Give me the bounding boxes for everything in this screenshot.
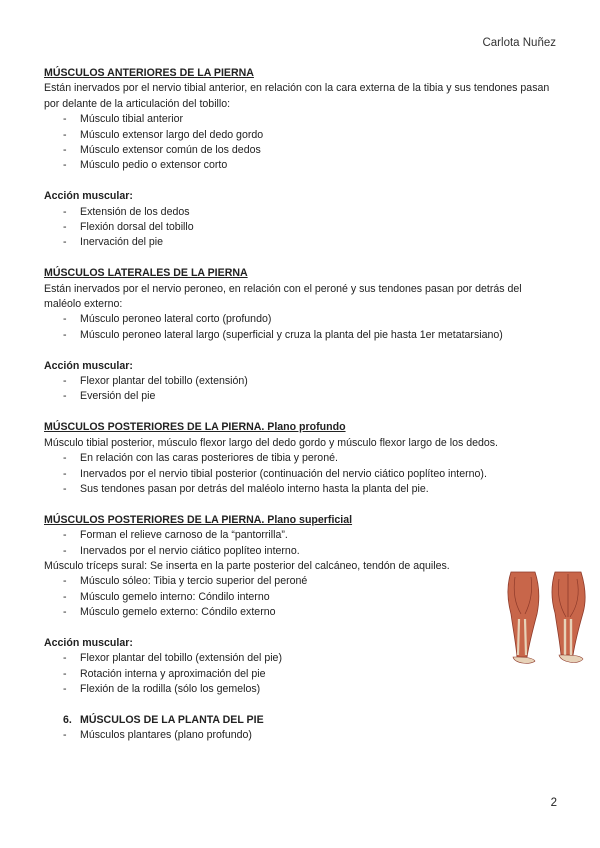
list-item: - Músculo gemelo externo: Cóndilo externo [44, 605, 559, 620]
list-item: - Flexor plantar del tobillo (extensión del pie) [44, 651, 559, 666]
list-item: - Rotación interna y aproximación del pie [44, 667, 559, 682]
actions-anteriores [44, 205, 559, 251]
list-item: - Flexor plantar del tobillo (extensión) [44, 374, 559, 389]
heading-posteriores-superficial: MÚSCULOS POSTERIORES DE LA PIERNA. Plano superficial [44, 513, 353, 526]
list-item: - Músculo extensor común de los dedos [44, 143, 559, 158]
heading-anteriores: MÚSCULOS ANTERIORES DE LA PIERNA [44, 67, 254, 79]
list-item: - Eversión del pie [44, 389, 559, 404]
list-laterales [44, 312, 559, 343]
list-item: - Inervados por el nervio ciático poplíteo interno. [44, 544, 559, 559]
heading-laterales: MÚSCULOS LATERALES DE LA PIERNA [44, 267, 248, 280]
heading-planta [44, 713, 559, 728]
list-item: - Inervados por el nervio tibial posterior (continuación del nervio ciático poplíteo interno). [44, 467, 559, 482]
document-body [44, 66, 559, 744]
intro-anteriores: Están inervados por el nervio tibial anterior, en relación con la cara externa de la tibia y sus tendones pasan por delante de la articulación del tobillo: [44, 82, 550, 110]
triceps-sural-text: Músculo tríceps sural: Se inserta en la parte posterior del calcáneo, tendón de aquiles. [44, 559, 450, 572]
list-item: - Músculo sóleo: Tibia y tercio superior del peroné [44, 574, 559, 589]
actions-laterales [44, 374, 559, 405]
action-label-anteriores: Acción muscular: [44, 190, 133, 203]
list-posteriores-profundo [44, 451, 559, 497]
heading-posteriores-profundo: MÚSCULOS POSTERIORES DE LA PIERNA. Plano profundo [44, 421, 346, 434]
list-item: - Inervación del pie [44, 235, 559, 250]
author-name: Carlota Nuñez [482, 37, 556, 49]
list-item: - Extensión de los dedos [44, 205, 559, 220]
list-item: - Sus tendones pasan por detrás del maléolo interno hasta la planta del pie. [44, 482, 559, 497]
action-label-laterales: Acción muscular: [44, 359, 133, 372]
list-item: - Músculo pedio o extensor corto [44, 158, 559, 173]
list-item: - Músculo gemelo interno: Cóndilo interno [44, 590, 559, 605]
list-planta [44, 728, 559, 743]
list-posteriores-superficial-b [44, 574, 559, 620]
list-item: - Músculo peroneo lateral corto (profundo) [44, 312, 559, 327]
leg-muscles-illustration [503, 569, 597, 669]
list-posteriores-superficial-a [44, 528, 559, 559]
right-leg-figure [552, 572, 585, 662]
list-item: - Forman el relieve carnoso de la “pantorrilla”. [44, 528, 559, 543]
section-title: MÚSCULOS DE LA PLANTA DEL PIE [80, 713, 264, 726]
left-leg-figure [508, 572, 539, 663]
list-item: - Músculo extensor largo del dedo gordo [44, 128, 559, 143]
list-item: - Músculo tibial anterior [44, 112, 559, 127]
page-number: 2 [550, 797, 557, 809]
intro-posteriores-profundo: Músculo tibial posterior, músculo flexor largo del dedo gordo y músculo flexor largo de los dedos. [44, 436, 499, 449]
list-item: - En relación con las caras posteriores de tibia y peroné. [44, 451, 559, 466]
list-anteriores [44, 112, 559, 174]
intro-laterales: Están inervados por el nervio peroneo, en relación con el peroné y sus tendones pasan por detrás del maléolo externo: [44, 282, 522, 311]
list-item: - Flexión dorsal del tobillo [44, 220, 559, 235]
actions-posteriores [44, 651, 559, 697]
list-item: - Flexión de la rodilla (sólo los gemelos) [44, 682, 559, 697]
action-label-posteriores: Acción muscular: [44, 636, 133, 649]
list-item: - Músculos plantares (plano profundo) [44, 728, 559, 743]
section-number: 6. [63, 713, 72, 726]
list-item: - Músculo peroneo lateral largo (superficial y cruza la planta del pie hasta 1er metatarsiano) [44, 328, 559, 343]
